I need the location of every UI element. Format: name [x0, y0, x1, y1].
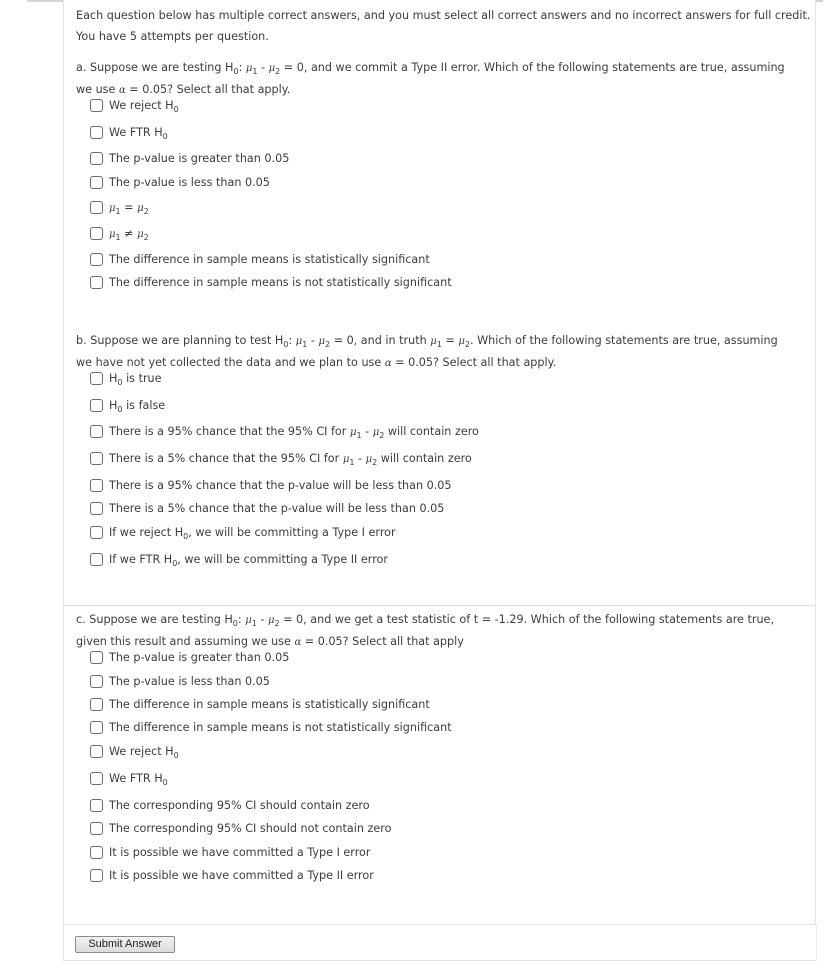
checkbox[interactable] [90, 846, 103, 859]
checkbox[interactable] [90, 502, 103, 515]
checkbox[interactable] [90, 869, 103, 882]
checkbox[interactable] [90, 526, 103, 539]
option-c-10[interactable]: It is possible we have committed a Type II error [90, 867, 374, 883]
checkbox[interactable] [90, 399, 103, 412]
checkbox[interactable] [90, 452, 103, 465]
option-a-5[interactable] [90, 199, 149, 215]
checkbox[interactable] [90, 99, 103, 112]
checkbox[interactable] [90, 479, 103, 492]
checkbox[interactable] [90, 675, 103, 688]
submit-area [63, 924, 817, 961]
option-a-3[interactable]: The p-value is greater than 0.05 [90, 150, 289, 166]
option-b-5[interactable]: There is a 95% chance that the p-value will be less than 0.05 [90, 477, 452, 493]
option-c-6[interactable]: We FTR $H_0$ [90, 770, 168, 786]
option-b-1[interactable]: $H_0$ is true [90, 370, 162, 386]
option-a-6[interactable] [90, 225, 149, 241]
checkbox[interactable] [90, 553, 103, 566]
checkbox[interactable] [90, 152, 103, 165]
checkbox[interactable] [90, 822, 103, 835]
option-b-8[interactable]: If we FTR $H_0$, we will be committing a Type II error [90, 551, 388, 567]
checkbox[interactable] [90, 745, 103, 758]
option-c-8[interactable]: The corresponding 95% CI should not contain zero [90, 820, 391, 836]
option-b-7[interactable]: If we reject $H_0$, we will be committing a Type I error [90, 524, 396, 540]
instructions-line-2: You have 5 attempts per question. [76, 29, 269, 43]
checkbox[interactable] [90, 176, 103, 189]
checkbox[interactable] [90, 227, 103, 240]
checkbox[interactable] [90, 372, 103, 385]
option-c-5[interactable]: We reject $H_0$ [90, 743, 179, 759]
option-a-5-math: $\mu_1 = \mu_2$ [109, 200, 149, 216]
option-a-6-math: $\mu_1 \ne \mu_2$ [109, 226, 149, 242]
option-b-4[interactable]: There is a 5% chance that the 95% CI for $\mu_1 - \mu_2$ will contain zero [90, 450, 472, 466]
option-a-2[interactable]: We FTR $H_0$ [90, 124, 168, 140]
section-divider [63, 605, 815, 606]
checkbox[interactable] [90, 799, 103, 812]
option-a-4[interactable]: The p-value is less than 0.05 [90, 174, 270, 190]
question-a-text: a. Suppose we are testing $H_0$: $\mu_1 - \mu_2 = 0$, and we commit a Type II error. Which of the following statements are true, assuming we use α = 0.05? Select all that apply. [76, 61, 785, 96]
option-b-6[interactable]: There is a 5% chance that the p-value will be less than 0.05 [90, 500, 444, 516]
checkbox[interactable] [90, 253, 103, 266]
option-c-1[interactable]: The p-value is greater than 0.05 [90, 649, 289, 665]
question-c-text: c. Suppose we are testing $H_0$: $\mu_1 - \mu_2 = 0$, and we get a test statistic of t = -1.29. Which of the following statements are true, given this result and assuming we use α = 0.05? Select all that apply [76, 613, 774, 648]
submit-answer-button[interactable]: Submit Answer [75, 936, 175, 953]
option-a-8[interactable]: The difference in sample means is not statistically significant [90, 274, 452, 290]
checkbox[interactable] [90, 721, 103, 734]
option-b-2[interactable]: $H_0$ is false [90, 397, 165, 413]
option-b-3[interactable]: There is a 95% chance that the 95% CI for $\mu_1 - \mu_2$ will contain zero [90, 423, 479, 439]
option-c-2[interactable]: The p-value is less than 0.05 [90, 673, 270, 689]
instructions [76, 6, 812, 47]
instructions-line-1: Each question below has multiple correct answers, and you must select all correct answers and no incorrect answers for full credit. [76, 9, 811, 22]
checkbox[interactable] [90, 126, 103, 139]
option-c-3[interactable]: The difference in sample means is statistically significant [90, 696, 430, 712]
option-a-7[interactable]: The difference in sample means is statistically significant [90, 251, 430, 267]
option-c-4[interactable]: The difference in sample means is not statistically significant [90, 719, 452, 735]
checkbox[interactable] [90, 276, 103, 289]
option-a-1[interactable]: We reject $H_0$ [90, 97, 179, 113]
option-c-9[interactable]: It is possible we have committed a Type I error [90, 844, 371, 860]
checkbox[interactable] [90, 772, 103, 785]
checkbox[interactable] [90, 425, 103, 438]
question-b-text: b. Suppose we are planning to test $H_0$: $\mu_1 - \mu_2 = 0$, and in truth $\mu_1 = \mu_2$. Which of the following statements are true, assuming we have not yet collected the data and we plan to use α = 0.05? Select all that apply. [76, 334, 778, 369]
checkbox[interactable] [90, 698, 103, 711]
option-c-7[interactable]: The corresponding 95% CI should contain zero [90, 797, 370, 813]
checkbox[interactable] [90, 651, 103, 664]
checkbox[interactable] [90, 201, 103, 214]
